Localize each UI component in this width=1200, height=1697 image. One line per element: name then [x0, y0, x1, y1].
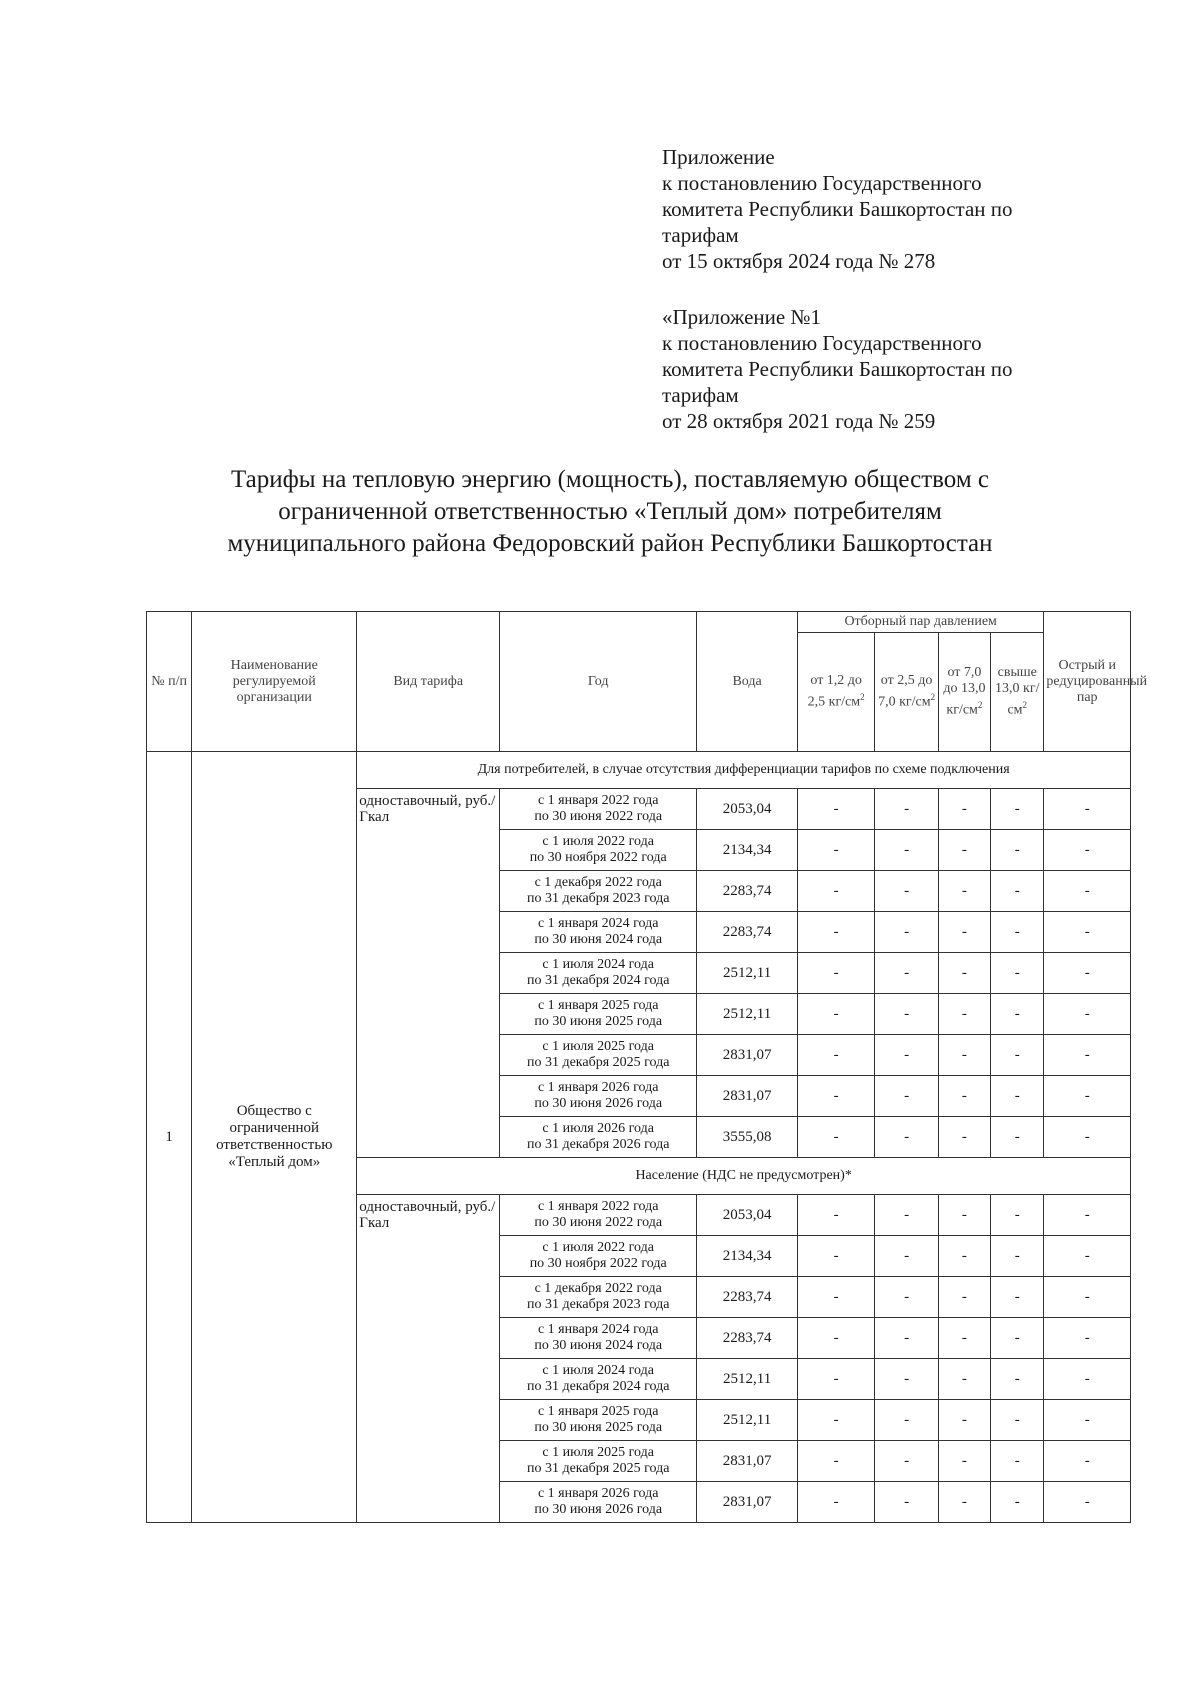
steam-1-value: - [797, 953, 874, 994]
tariff-table [146, 611, 1148, 1523]
period-end: по 30 июня 2022 года [534, 809, 663, 824]
period-end: по 30 июня 2024 года [534, 932, 663, 947]
period-start: с 1 января 2025 года [537, 1404, 659, 1419]
period-cell [500, 1195, 697, 1236]
header-sharp-steam: Острый и редуцированный пар [1044, 612, 1131, 752]
steam-1-value: - [797, 789, 874, 830]
sharp-steam-value: - [1044, 1482, 1131, 1523]
steam-3-value: - [938, 1400, 990, 1441]
appendix-line: к постановлению Государственного [662, 171, 982, 195]
period-end: по 30 ноября 2022 года [529, 850, 667, 865]
period-cell [500, 1035, 697, 1076]
steam-1-value: - [797, 830, 874, 871]
steam-4-value: - [991, 1359, 1044, 1400]
steam-4-value: - [991, 1318, 1044, 1359]
title-line: муниципального района Федоровский район Республики Башкортостан [227, 530, 993, 557]
steam-2-value: - [875, 1318, 938, 1359]
steam-4-value: - [991, 789, 1044, 830]
period-cell [500, 1318, 697, 1359]
sharp-steam-value: - [1044, 1195, 1131, 1236]
organization-name: Общество с ограниченной ответственностью «Теплый дом» [192, 752, 357, 1523]
steam-4-value: - [991, 1441, 1044, 1482]
steam-3-value: - [938, 953, 990, 994]
water-tariff-value: 2053,04 [697, 1195, 798, 1236]
appendix-line: комитета Республики Башкортостан по [662, 197, 1013, 221]
steam-3-value: - [938, 1359, 990, 1400]
period-end: по 31 декабря 2026 года [526, 1137, 670, 1152]
period-start: с 1 января 2022 года [537, 1199, 659, 1214]
steam-2-value: - [875, 1076, 938, 1117]
steam-4-value: - [991, 994, 1044, 1035]
appendix-block-2 [662, 304, 1013, 434]
sharp-steam-value: - [1044, 1035, 1131, 1076]
period-end: по 31 декабря 2024 года [526, 973, 670, 988]
steam-4-value: - [991, 912, 1044, 953]
document-title [150, 464, 1070, 560]
appendix-line: комитета Республики Башкортостан по [662, 357, 1013, 381]
appendix-line: от 28 октября 2021 года № 259 [662, 409, 936, 433]
sharp-steam-value: - [1044, 830, 1131, 871]
header-organization: Наименование регулируемой организации [192, 612, 357, 752]
steam-4-value: - [991, 830, 1044, 871]
period-cell [500, 1441, 697, 1482]
header-tariff-type: Вид тарифа [357, 612, 500, 752]
water-tariff-value: 2512,11 [697, 1359, 798, 1400]
sharp-steam-value: - [1044, 1441, 1131, 1482]
table-header-row [147, 612, 1131, 633]
steam-3-value: - [938, 871, 990, 912]
period-start: с 1 января 2022 года [537, 793, 659, 808]
appendix-line: Приложение [662, 145, 775, 169]
steam-4-value: - [991, 1236, 1044, 1277]
period-cell [500, 1359, 697, 1400]
steam-4-value: - [991, 1035, 1044, 1076]
row-number: 1 [147, 752, 192, 1523]
steam-3-value: - [938, 1277, 990, 1318]
water-tariff-value: 2512,11 [697, 1400, 798, 1441]
steam-2-value: - [875, 1359, 938, 1400]
period-start: с 1 января 2024 года [537, 1322, 659, 1337]
steam-2-value: - [875, 1117, 938, 1158]
period-end: по 31 декабря 2024 года [526, 1379, 670, 1394]
period-end: по 30 июня 2024 года [534, 1338, 663, 1353]
steam-3-value: - [938, 1035, 990, 1076]
sharp-steam-value: - [1044, 1318, 1131, 1359]
period-start: с 1 июля 2026 года [542, 1121, 654, 1136]
sharp-steam-value: - [1044, 953, 1131, 994]
sharp-steam-value: - [1044, 1277, 1131, 1318]
steam-3-value: - [938, 830, 990, 871]
steam-3-value: - [938, 1482, 990, 1523]
steam-3-value: - [938, 1076, 990, 1117]
header-steam-1: от 1,2 до 2,5 $кг/см^2$ [797, 633, 874, 752]
water-tariff-value: 2512,11 [697, 953, 798, 994]
steam-1-value: - [797, 1318, 874, 1359]
period-end: по 30 июня 2026 года [534, 1502, 663, 1517]
steam-1-value: - [797, 1195, 874, 1236]
period-cell [500, 830, 697, 871]
section-title-row [147, 752, 1131, 789]
period-cell [500, 1117, 697, 1158]
sharp-steam-value: - [1044, 871, 1131, 912]
steam-2-value: - [875, 912, 938, 953]
period-start: с 1 июля 2024 года [542, 1363, 654, 1378]
period-end: по 30 июня 2025 года [534, 1420, 663, 1435]
period-end: по 30 июня 2022 года [534, 1215, 663, 1230]
steam-2-value: - [875, 830, 938, 871]
period-end: по 31 декабря 2025 года [526, 1055, 670, 1070]
steam-1-value: - [797, 1035, 874, 1076]
steam-1-value: - [797, 994, 874, 1035]
steam-3-value: - [938, 789, 990, 830]
water-tariff-value: 2283,74 [697, 871, 798, 912]
steam-1-value: - [797, 1076, 874, 1117]
steam-2-value: - [875, 1441, 938, 1482]
period-cell [500, 994, 697, 1035]
steam-2-value: - [875, 1035, 938, 1076]
header-steam-3: от 7,0 до 13,0 $кг/см^2$ [938, 633, 990, 752]
water-tariff-value: 2831,07 [697, 1035, 798, 1076]
period-start: с 1 декабря 2022 года [534, 1281, 662, 1296]
steam-2-value: - [875, 1277, 938, 1318]
section-title: Для потребителей, в случае отсутствия дифференциации тарифов по схеме подключения [357, 752, 1131, 789]
steam-4-value: - [991, 1076, 1044, 1117]
steam-4-value: - [991, 1400, 1044, 1441]
sharp-steam-value: - [1044, 994, 1131, 1035]
steam-2-value: - [875, 871, 938, 912]
steam-1-value: - [797, 1359, 874, 1400]
steam-2-value: - [875, 1236, 938, 1277]
steam-2-value: - [875, 1482, 938, 1523]
period-cell [500, 789, 697, 830]
period-start: с 1 января 2026 года [537, 1486, 659, 1501]
steam-3-value: - [938, 994, 990, 1035]
water-tariff-value: 2831,07 [697, 1076, 798, 1117]
period-end: по 30 июня 2026 года [534, 1096, 663, 1111]
steam-1-value: - [797, 1117, 874, 1158]
water-tariff-value: 2283,74 [697, 912, 798, 953]
steam-2-value: - [875, 1400, 938, 1441]
steam-1-value: - [797, 1277, 874, 1318]
water-tariff-value: 2053,04 [697, 789, 798, 830]
appendix-line: к постановлению Государственного [662, 331, 982, 355]
appendix-line: тарифам [662, 383, 739, 407]
period-cell [500, 1482, 697, 1523]
water-tariff-value: 2831,07 [697, 1441, 798, 1482]
period-end: по 31 декабря 2023 года [526, 891, 670, 906]
period-end: по 30 ноября 2022 года [529, 1256, 667, 1271]
sharp-steam-value: - [1044, 1236, 1131, 1277]
steam-1-value: - [797, 1236, 874, 1277]
water-tariff-value: 3555,08 [697, 1117, 798, 1158]
header-steam-group: Отборный пар давлением [797, 612, 1044, 633]
appendix-line: тарифам [662, 223, 739, 247]
header-water: Вода [697, 612, 798, 752]
sharp-steam-value: - [1044, 1359, 1131, 1400]
period-end: по 31 декабря 2023 года [526, 1297, 670, 1312]
header-steam-4: свыше 13,0 $кг/см^2$ [991, 633, 1044, 752]
period-end: по 30 июня 2025 года [534, 1014, 663, 1029]
period-start: с 1 января 2024 года [537, 916, 659, 931]
steam-4-value: - [991, 953, 1044, 994]
steam-3-value: - [938, 912, 990, 953]
steam-3-value: - [938, 1441, 990, 1482]
period-cell [500, 912, 697, 953]
period-cell [500, 1400, 697, 1441]
steam-2-value: - [875, 994, 938, 1035]
steam-4-value: - [991, 1277, 1044, 1318]
appendix-line: от 15 октября 2024 года № 278 [662, 249, 936, 273]
period-cell [500, 871, 697, 912]
period-end: по 31 декабря 2025 года [526, 1461, 670, 1476]
period-cell [500, 1277, 697, 1318]
header-steam-2: от 2,5 до 7,0 $кг/см^2$ [875, 633, 938, 752]
water-tariff-value: 2134,34 [697, 1236, 798, 1277]
water-tariff-value: 2512,11 [697, 994, 798, 1035]
steam-4-value: - [991, 871, 1044, 912]
header-num: № п/п [147, 612, 192, 752]
steam-2-value: - [875, 789, 938, 830]
sharp-steam-value: - [1044, 1400, 1131, 1441]
sharp-steam-value: - [1044, 1076, 1131, 1117]
sharp-steam-value: - [1044, 789, 1131, 830]
steam-1-value: - [797, 912, 874, 953]
period-cell [500, 1236, 697, 1277]
title-line: Тарифы на тепловую энергию (мощность), поставляемую обществом с [230, 466, 989, 493]
steam-4-value: - [991, 1117, 1044, 1158]
section-title: Население (НДС не предусмотрен)* [357, 1158, 1131, 1195]
water-tariff-value: 2283,74 [697, 1277, 798, 1318]
sharp-steam-value: - [1044, 1117, 1131, 1158]
steam-1-value: - [797, 1482, 874, 1523]
sharp-steam-value: - [1044, 912, 1131, 953]
tariff-type-cell: одноставочный, руб./Гкал [357, 789, 500, 1158]
steam-2-value: - [875, 953, 938, 994]
steam-4-value: - [991, 1482, 1044, 1523]
steam-1-value: - [797, 871, 874, 912]
period-start: с 1 июля 2022 года [542, 1240, 654, 1255]
water-tariff-value: 2283,74 [697, 1318, 798, 1359]
steam-1-value: - [797, 1400, 874, 1441]
water-tariff-value: 2134,34 [697, 830, 798, 871]
header-year: Год [500, 612, 697, 752]
steam-3-value: - [938, 1318, 990, 1359]
title-line: ограниченной ответственностью «Теплый дом» потребителям [278, 498, 942, 525]
tariff-type-cell: одноставочный, руб./Гкал [357, 1195, 500, 1523]
period-start: с 1 января 2025 года [537, 998, 659, 1013]
steam-4-value: - [991, 1195, 1044, 1236]
period-start: с 1 июля 2022 года [542, 834, 654, 849]
period-start: с 1 июля 2024 года [542, 957, 654, 972]
appendix-block-1 [662, 144, 1013, 274]
water-tariff-value: 2831,07 [697, 1482, 798, 1523]
period-cell [500, 1076, 697, 1117]
steam-3-value: - [938, 1117, 990, 1158]
period-cell [500, 953, 697, 994]
period-start: с 1 января 2026 года [537, 1080, 659, 1095]
steam-1-value: - [797, 1441, 874, 1482]
steam-2-value: - [875, 1195, 938, 1236]
period-start: с 1 декабря 2022 года [534, 875, 662, 890]
steam-3-value: - [938, 1195, 990, 1236]
steam-3-value: - [938, 1236, 990, 1277]
appendix-line: «Приложение №1 [662, 305, 821, 329]
period-start: с 1 июля 2025 года [542, 1039, 654, 1054]
period-start: с 1 июля 2025 года [542, 1445, 654, 1460]
